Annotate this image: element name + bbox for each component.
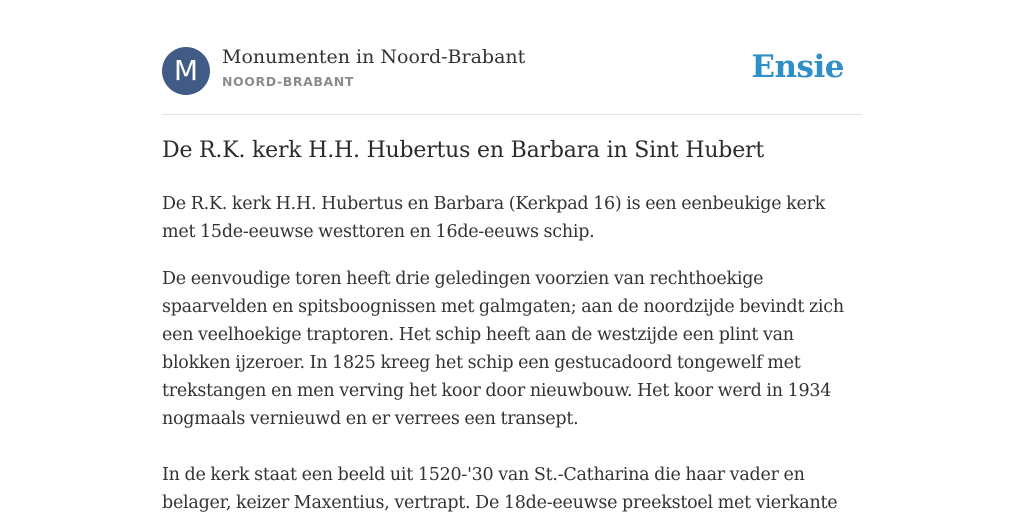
- publication-name[interactable]: Monumenten in Noord-Brabant: [222, 46, 526, 68]
- article-paragraph-3: In de kerk staat een beeld uit 1520-'30 van St.-Catharina die haar vader en belager, keizer Maxentius, vertrapt. De 18de-eeuwse preekstoel met vierkante: [162, 465, 838, 512]
- article-title: De R.K. kerk H.H. Hubertus en Barbara in Sint Hubert: [162, 138, 764, 163]
- publication-avatar[interactable]: M: [162, 47, 210, 95]
- article-page: [162, 0, 862, 512]
- article-paragraph-2: De eenvoudige toren heeft drie geledingen voorzien van rechthoekige spaarvelden en spitsboognissen met galmgaten; aan de noordzijde bevindt zich een veelhoekige traptoren. Het schip heeft aan de westzijde een plint van blokken ijzeroer. In 1825 kreeg het schip een gestucadoord tongewelf met trekstangen en men verving het koor door nieuwbouw. Het koor werd in 1934 nogmaals vernieuwd en er verrees een transept.: [162, 269, 844, 429]
- publication-header: [162, 0, 862, 115]
- publication-tag[interactable]: NOORD-BRABANT: [222, 74, 354, 89]
- article-paragraph-1: De R.K. kerk H.H. Hubertus en Barbara (Kerkpad 16) is een eenbeukige kerk met 15de-eeuwse westtoren en 16de-eeuws schip.: [162, 194, 826, 242]
- ensie-logo[interactable]: Ensie: [751, 49, 844, 85]
